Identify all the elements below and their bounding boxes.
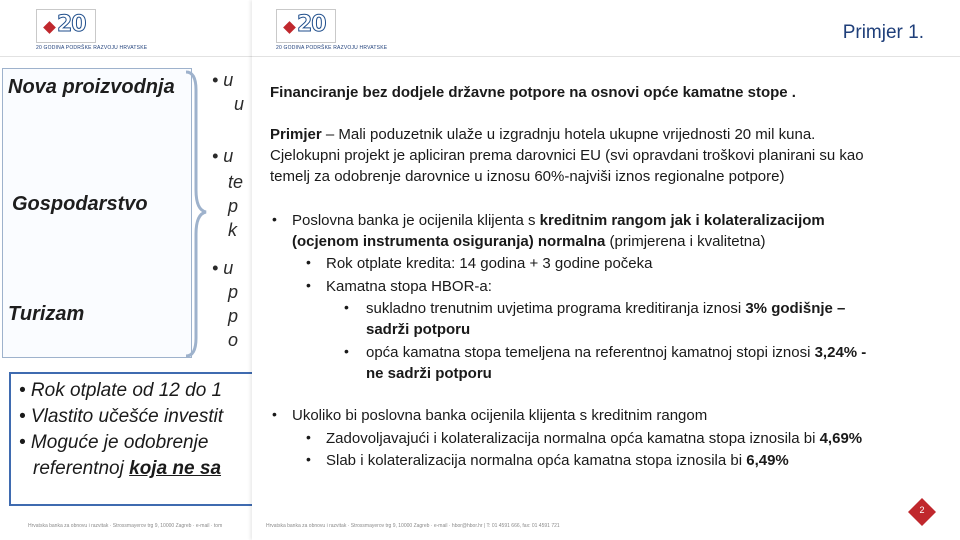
rating-weak-rate: 6,49% (746, 452, 789, 469)
example-line-3: temelj za odobrenje darovnice u iznosu 60%-najviši iznos regionalne potpore) (270, 168, 785, 185)
slide-heading (270, 82, 796, 103)
condition-line-4 (33, 458, 221, 480)
page-number: 2 (919, 505, 925, 515)
example-label: Primjer (270, 126, 322, 143)
bullet-2-line-1: Ukoliko bi poslovna banka ocijenila klijenta s kreditnim rangom (292, 407, 708, 424)
rate-324-line-1 (366, 342, 866, 363)
bullet-3-line2: p (228, 282, 239, 302)
bullet-2-line3: p (228, 196, 239, 216)
logo-digits: 20 (57, 12, 86, 37)
sub-bullet-dot: • (306, 451, 311, 467)
example-line-1 (270, 124, 815, 145)
rate-3-bold: 3% godišnje – (745, 300, 846, 317)
hbor-20-logo-front (276, 9, 336, 43)
rate-3-line-1 (366, 298, 845, 319)
background-footer: Hrvatska banka za obnovu i razvitak · Strossmayerov trg 9, 10000 Zagreb · e-mail · tom (28, 523, 223, 529)
rating-satisfactory-plain: Zadovoljavajući i kolateralizacija normalna opća kamatna stopa iznosila bi (326, 430, 820, 447)
curly-brace-icon (182, 70, 208, 358)
diamond-icon (283, 21, 296, 34)
condition-line-3: • Moguće je odobrenje (19, 432, 209, 453)
bullet-2-line2: te (228, 172, 244, 192)
logo-digits-front: 20 (297, 12, 326, 37)
rate-324-line-2 (366, 363, 492, 384)
label-turizam: Turizam (8, 303, 85, 325)
logo-caption: 20 GODINA PODRŠKE RAZVOJU HRVATSKE (36, 45, 148, 51)
bullet-1-line1: • u (212, 70, 234, 90)
rate-324-bold: 3,24% - (814, 344, 867, 361)
bullet-1-line-1 (292, 210, 825, 231)
sub-bullet-dot: • (306, 277, 311, 293)
sub-bullet-dot: • (306, 254, 311, 270)
bullet-dot: • (272, 406, 277, 422)
rating-satisfactory-rate: 4,69% (819, 430, 863, 447)
diamond-icon (43, 21, 56, 34)
condition-line-4-plain: referentnoj (33, 458, 124, 479)
sub-bullet-dot: • (306, 429, 311, 445)
rate-3-line-2 (366, 319, 470, 340)
rate-3-line-2-bold: sadrži potporu (366, 321, 471, 338)
slide-footer: Hrvatska banka za obnovu i razvitak · Strossmayerov trg 9, 10000 Zagreb · e-mail · hbor@hbor.hr | T: 01 4591 666, fax: 01 4591 721 (266, 523, 560, 529)
bullet-dot: • (272, 211, 277, 227)
bullet-1-line-2-plain: (primjerena i kvalitetna) (605, 233, 766, 250)
rating-weak-plain: Slab i kolateralizacija normalna opća kamatna stopa iznosila bi (326, 452, 747, 469)
sub-bullet-repayment: Rok otplate kredita: 14 godina + 3 godine počeka (326, 255, 653, 272)
sub-sub-bullet-dot: • (344, 343, 349, 359)
bullet-1-plain: Poslovna banka je ocijenila klijenta s (292, 212, 540, 229)
rate-324-plain: opća kamatna stopa temeljena na referentnoj kamatnoj stopi iznosi (366, 344, 815, 361)
label-nova-proizvodnja: Nova proizvodnja (8, 76, 175, 98)
example-line-1-text: – Mali poduzetnik ulaže u izgradnju hotela ukupne vrijednosti 20 mil kuna. (321, 126, 816, 143)
bullet-1-line-2 (292, 231, 765, 252)
example-line-2: Cjelokupni projekt je apliciran prema darovnici EU (svi opravdani troškovi planirani su kao (270, 147, 864, 164)
rate-324-line-2-bold: ne sadrži potporu (366, 365, 492, 382)
bullet-3-line1: • u (212, 258, 234, 278)
sub-sub-bullet-dot: • (344, 299, 349, 315)
hbor-20-logo (36, 9, 96, 43)
bullet-1-line-2-bold: (ocjenom instrumenta osiguranja) normalna (292, 233, 606, 250)
logo-caption-front: 20 GODINA PODRŠKE RAZVOJU HRVATSKE (276, 45, 388, 51)
condition-line-4-bold: koja ne sa (129, 458, 222, 479)
condition-line-1: • Rok otplate od 12 do 1 (19, 380, 223, 401)
bullet-2-line1: • u (212, 146, 234, 166)
rating-weak (326, 450, 789, 471)
bullet-3-line3: p (228, 306, 239, 326)
sub-bullet-interest: Kamatna stopa HBOR-a: (326, 278, 492, 295)
label-gospodarstvo: Gospodarstvo (12, 193, 148, 215)
bullet-3-line4: o (228, 330, 239, 350)
header-divider-front (252, 56, 960, 57)
rating-satisfactory (326, 428, 862, 449)
condition-line-2: • Vlastito učešće investit (19, 406, 224, 427)
foreground-slide (252, 0, 960, 540)
rate-3-plain: sukladno trenutnim uvjetima programa kreditiranja iznosi (366, 300, 746, 317)
bullet-1-line2: u (234, 94, 245, 114)
conditions-box (9, 372, 271, 506)
bullet-1-bold: kreditnim rangom jak i kolateralizacijom (539, 212, 825, 229)
bullet-2-line4: k (228, 220, 237, 240)
slide-title: Primjer 1. (842, 22, 924, 43)
slide-heading-text: Financiranje bez dodjele državne potpore na osnovi opće kamatne stope . (270, 84, 796, 101)
